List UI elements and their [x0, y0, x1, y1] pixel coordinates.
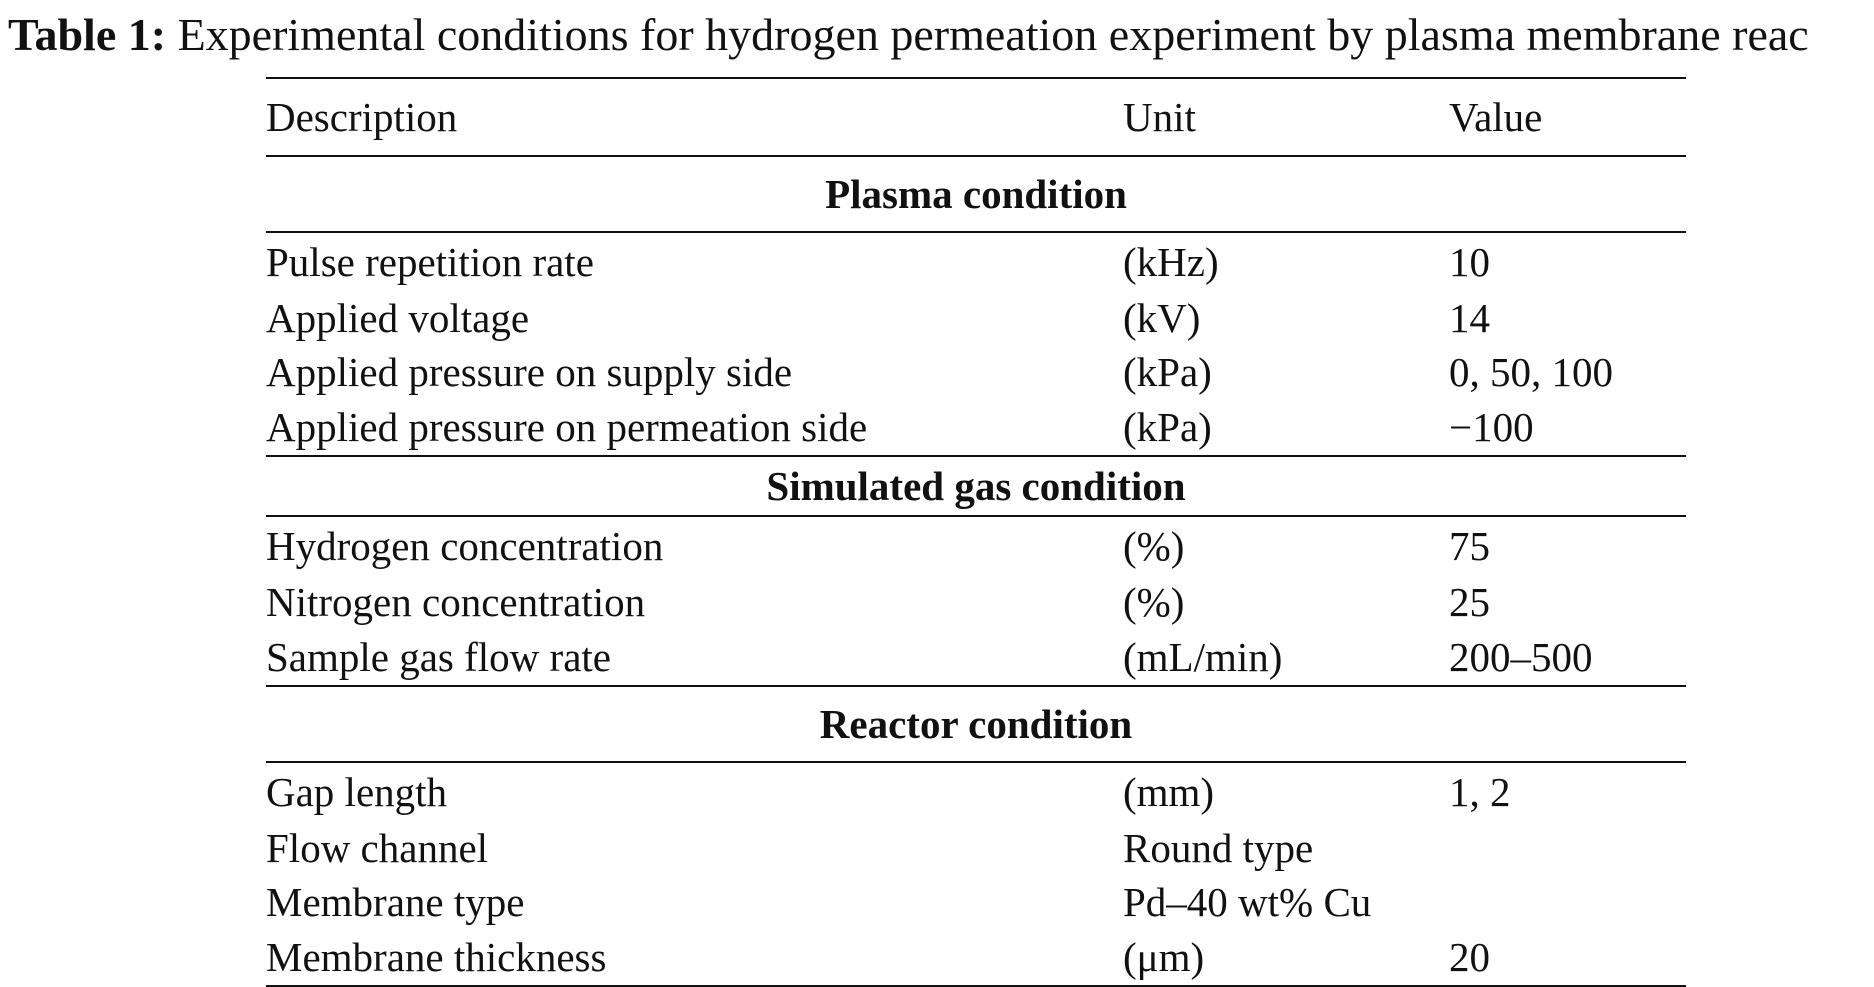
cell-unit: (μm) — [1123, 929, 1449, 986]
cell-description: Applied voltage — [266, 294, 530, 341]
table-row — [266, 929, 1686, 986]
header-value: Value — [1449, 78, 1686, 156]
cell-value: 14 — [1449, 294, 1490, 341]
cell-description: Pulse repetition rate — [266, 238, 594, 285]
cell-unit: Round type — [1123, 824, 1314, 871]
table-row — [266, 762, 1686, 821]
cell-unit: Pd–40 wt% Cu — [1123, 878, 1372, 925]
cell-value: 1, 2 — [1449, 768, 1511, 815]
cell-value: −100 — [1449, 399, 1686, 456]
cell-value: 75 — [1449, 522, 1490, 569]
cell-description: Hydrogen concentration — [266, 522, 664, 569]
section-reactor — [266, 686, 1686, 986]
table-row — [266, 875, 1686, 929]
table-row — [266, 516, 1686, 575]
caption-text: Experimental conditions for hydrogen permeation experiment by plasma membrane reac — [177, 9, 1809, 60]
table-row — [266, 345, 1686, 399]
cell-unit: (kV) — [1123, 294, 1201, 341]
cell-value: 20 — [1449, 929, 1686, 986]
cell-description: Membrane thickness — [266, 929, 1123, 986]
cell-unit: (%) — [1123, 522, 1185, 569]
cell-description: Sample gas flow rate — [266, 629, 1123, 686]
cell-unit: (kPa) — [1123, 399, 1449, 456]
section-title: Plasma condition — [266, 156, 1686, 232]
cell-value — [1449, 875, 1686, 929]
table-row — [266, 575, 1686, 629]
section-title-row — [266, 456, 1686, 516]
cell-unit: (kPa) — [1123, 348, 1212, 395]
caption-label: Table 1: — [8, 9, 167, 60]
cell-unit: (%) — [1123, 578, 1185, 625]
cell-description: Membrane type — [266, 878, 525, 925]
table-row — [266, 821, 1686, 875]
section-title-row — [266, 156, 1686, 232]
cell-description: Applied pressure on supply side — [266, 348, 793, 395]
cell-description: Gap length — [266, 768, 448, 815]
table-header-row — [266, 78, 1686, 156]
cell-unit: (mm) — [1123, 768, 1215, 815]
cell-value: 200–500 — [1449, 629, 1686, 686]
table-row — [266, 399, 1686, 456]
header-unit: Unit — [1123, 78, 1449, 156]
section-simulated-gas — [266, 456, 1686, 686]
section-title: Reactor condition — [266, 686, 1686, 762]
cell-unit: (kHz) — [1123, 238, 1219, 285]
section-title: Simulated gas condition — [266, 456, 1686, 516]
section-plasma — [266, 156, 1686, 456]
cell-description: Applied pressure on permeation side — [266, 399, 1123, 456]
table-row — [266, 629, 1686, 686]
cell-value: 25 — [1449, 578, 1490, 625]
table-row — [266, 291, 1686, 345]
conditions-table — [266, 77, 1686, 987]
cell-description: Nitrogen concentration — [266, 578, 646, 625]
cell-unit: (mL/min) — [1123, 629, 1449, 686]
header-description: Description — [266, 78, 1123, 156]
conditions-table-wrapper — [266, 77, 1686, 987]
cell-value — [1449, 821, 1686, 875]
table-caption — [8, 9, 1809, 60]
table-row — [266, 232, 1686, 291]
cell-description: Flow channel — [266, 824, 489, 871]
cell-value: 10 — [1449, 238, 1490, 285]
section-title-row — [266, 686, 1686, 762]
cell-value: 0, 50, 100 — [1449, 348, 1613, 395]
